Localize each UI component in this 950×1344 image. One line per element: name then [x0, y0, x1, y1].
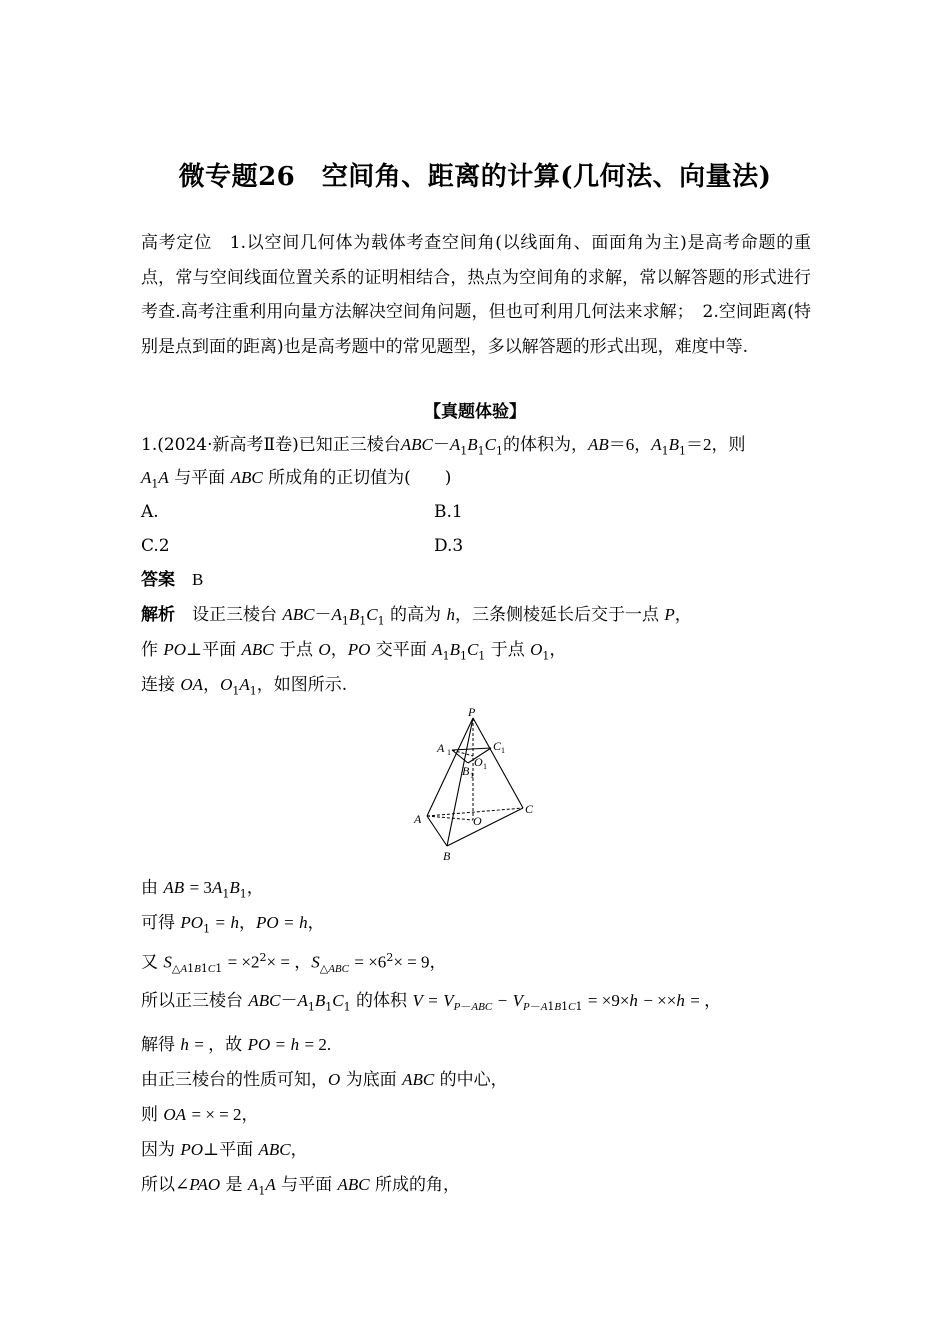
solution-line-6: 又 $S_{\triangle A1B1C1} = \times 2^2\times$ = ，$S_{\triangle ABC} = \times 6^2\times = 9$， [141, 951, 447, 976]
label-p: P [468, 705, 476, 719]
option-d: D.3 [434, 536, 464, 556]
solution-line-11: 因为 PO⊥平面 ABC， [141, 1140, 308, 1160]
solution-line-12: 所以∠PAO 是 $A_1A$ 与平面 ABC 所成的角， [141, 1175, 461, 1198]
option-b: B.1 [434, 502, 463, 522]
answer-label: 答案 [141, 570, 175, 590]
intro-label: 高考定位 [141, 233, 213, 253]
intro-paragraph [141, 226, 811, 364]
solution-line-10: 则 OA = × = 2， [141, 1105, 259, 1125]
label-a1: A [437, 741, 445, 755]
solution-line-3: 连接 OA，$O_1A_1$，如图所示. [141, 675, 348, 698]
question-line-2: $A_1A$ 与平面 ABC 所成角的正切值为( ) [141, 468, 452, 491]
label-b: B [443, 849, 451, 863]
solution-line-7: 所以正三棱台 $ABC-A_1B_1C_1$ 的体积 $V = V_{P-ABC} - V_{P-A1B1C1} = \times 9\times h - \times\times h$ = ， [141, 991, 722, 1014]
option-a: A. [141, 502, 159, 522]
svg-text:1: 1 [447, 748, 451, 757]
section-heading: 【真题体验】 [424, 402, 526, 422]
solution-line-9: 由正三棱台的性质可知，O 为底面 ABC 的中心， [141, 1070, 508, 1090]
label-o: O [473, 814, 482, 828]
label-a: A [414, 812, 422, 826]
intro-text: 1.以空间几何体为载体考查空间角(以线面角、面面角为主)是高考命题的重点，常与空间线面位置关系的证明相结合，热点为空间角的求解，常以解答题的形式进行考查.高考注重利用向量方法解决空间角问题，但也可利用几何法来求解； 2.空间距离(特别是点到面的距离)也是高考题中的常见题型，多以解答题的形式出现，难度中等. [141, 233, 812, 357]
solution-line-1: 解析 设正三棱台 $ABC-A_1B_1C_1$ 的高为 h，三条侧棱延长后交于一点 P， [141, 605, 692, 628]
solution-line-8: 解得 h = ，故 PO = h = 2. [141, 1035, 332, 1055]
label-c1: C [493, 739, 502, 753]
svg-text:1: 1 [501, 746, 505, 755]
svg-text:1: 1 [483, 762, 487, 771]
solution-label: 解析 [141, 605, 175, 625]
label-o1: O [474, 755, 483, 769]
option-c: C.2 [141, 536, 170, 556]
label-b1: B [462, 764, 470, 778]
answer-line [141, 568, 203, 592]
page-title: 微专题26 空间角、距离的计算(几何法、向量法) [178, 162, 772, 192]
question-line-1: 1.(2024·新高考Ⅱ卷)已知正三棱台$ABC-A_1B_1C_1$的体积为，AB＝6，$A_1B_1=2$，则 [141, 435, 746, 458]
label-c: C [525, 802, 534, 816]
solution-line-4: 由 AB = $3A_1B_1$， [141, 878, 264, 901]
line-oa-hidden [427, 816, 473, 820]
solution-line-5: 可得 $PO_1 = h$，PO = h， [141, 913, 325, 936]
solution-line-2: 作 PO⊥平面 ABC 于点 O，PO 交平面 $A_1B_1C_1$ 于点 $O_1$， [141, 640, 567, 663]
svg-text:1: 1 [470, 771, 474, 780]
edge-pb [447, 718, 473, 846]
edge-ab [427, 816, 447, 846]
frustum-figure [405, 704, 545, 864]
answer-value: B [192, 570, 204, 589]
